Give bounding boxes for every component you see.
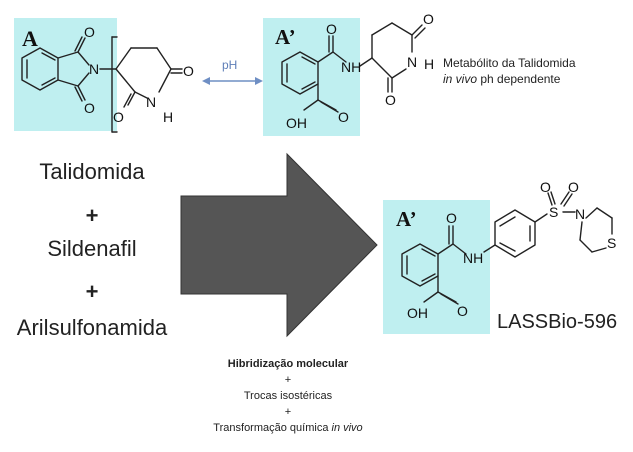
atom-o-p2: O — [457, 303, 468, 319]
input-plus-2: + — [85, 279, 99, 304]
atom-o-p1: O — [446, 210, 457, 226]
metabolite-caption-italic: in vivo — [443, 72, 478, 86]
atom-h-m2: H — [424, 56, 435, 72]
process-line-3-prefix: Transformação química — [213, 422, 332, 434]
big-transformation-arrow — [181, 154, 377, 336]
ph-label: pH — [222, 58, 238, 72]
atom-nh-m1: NH — [341, 59, 362, 75]
input-plus-1: + — [85, 203, 99, 228]
process-caption — [158, 356, 418, 436]
thalidomide-structure — [22, 37, 182, 132]
atom-o-m2: O — [338, 109, 349, 125]
input-arilsulfonamida: Arilsulfonamida — [16, 315, 168, 340]
atom-o-m3: O — [423, 11, 434, 27]
input-talidomida: Talidomida — [39, 159, 145, 184]
process-plus-1: + — [284, 374, 292, 386]
label-a-prime-product: A’ — [396, 207, 417, 231]
atom-n-m2: N — [407, 54, 418, 70]
product-name: LASSBio-596 — [497, 311, 618, 333]
atom-oh-m1: OH — [286, 115, 307, 131]
process-plus-2: + — [284, 406, 292, 418]
process-line-3-italic: in vivo — [331, 422, 363, 434]
atom-o-m1: O — [326, 21, 337, 37]
atom-o-4: O — [113, 109, 124, 125]
atom-h-1: H — [163, 109, 174, 125]
process-line-3 — [158, 420, 418, 436]
atom-o-1: O — [84, 24, 95, 40]
label-a-prime-top: A’ — [275, 25, 296, 49]
process-line-2: Trocas isostéricas — [243, 390, 333, 402]
input-sildenafil: Sildenafil — [47, 236, 137, 261]
atom-o-p3: O — [540, 179, 551, 195]
atom-o-2: O — [84, 100, 95, 116]
metabolite-caption-line2 — [443, 71, 576, 87]
atom-o-p4: O — [568, 179, 579, 195]
atom-oh-p1: OH — [407, 305, 428, 321]
atom-n-2: N — [146, 94, 157, 110]
process-line-1: Hibridização molecular — [227, 358, 349, 370]
metabolite-caption — [443, 55, 576, 87]
atom-nh-p1: NH — [463, 250, 484, 266]
atom-s-p2: S — [607, 235, 617, 251]
atom-s-p1: S — [549, 204, 559, 220]
atom-o-m4: O — [385, 92, 396, 108]
atom-o-3: O — [183, 63, 194, 79]
metabolite-caption-line1: Metabólito da Talidomida — [443, 56, 576, 70]
atom-n-p2: N — [575, 206, 586, 222]
label-a: A — [22, 26, 38, 51]
ph-double-arrow — [202, 77, 263, 85]
atom-n-1: N — [89, 61, 100, 77]
metabolite-caption-rest: ph dependente — [477, 72, 561, 86]
